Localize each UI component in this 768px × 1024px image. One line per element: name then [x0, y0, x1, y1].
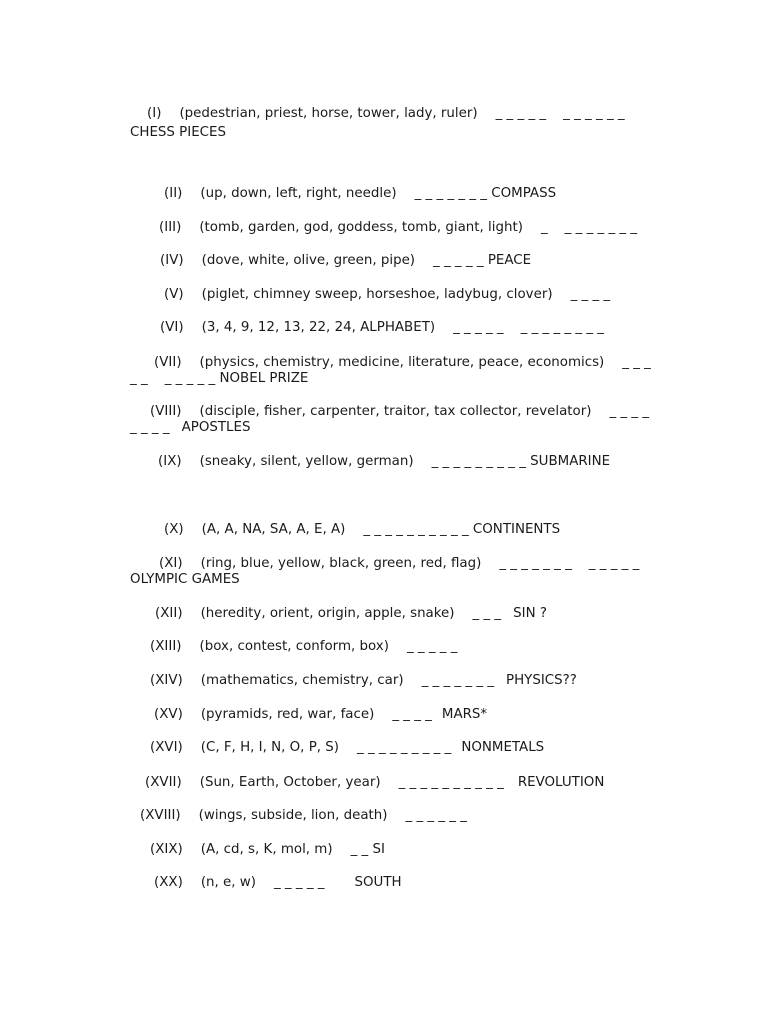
riddle-answer-line-1	[113, 109, 226, 157]
answer-blank: _ _ _ _ _	[273, 875, 325, 890]
answer-blank-continued: _ _ _ _	[130, 420, 170, 435]
riddle-clue: (wings, subside, lion, death)	[198, 808, 388, 823]
riddle-answer: CONTINENTS	[472, 522, 561, 537]
answer-blank: _ _ _ _ _ _ _ _ _ _ _ _	[499, 556, 640, 571]
answer-blank: _ _ _ _ _ _ _	[414, 186, 487, 201]
riddle-answer: REVOLUTION	[517, 775, 605, 790]
riddle-clue: (physics, chemistry, medicine, literature, peace, economics)	[199, 355, 605, 370]
riddle-clue: (A, A, NA, SA, A, E, A)	[201, 522, 346, 537]
riddle-number: (VI)	[160, 320, 184, 335]
riddle-answer: SIN ?	[513, 606, 547, 621]
riddle-number: (XIV)	[150, 673, 183, 688]
answer-blank: _ _ _ _ _ _ _ _ _	[357, 740, 452, 755]
riddle-answer: NOBEL PRIZE	[219, 371, 309, 386]
riddle-number: (XII)	[155, 606, 183, 621]
riddle-number: (I)	[147, 106, 162, 121]
riddle-number: (II)	[164, 186, 183, 201]
riddle-answer: SUBMARINE	[530, 454, 611, 469]
riddle-clue: (n, e, w)	[200, 875, 256, 890]
answer-blank: _ _ _ _ _ _ _ _	[540, 220, 638, 235]
answer-blank: _ _ _ _ _ _ _ _ _ _	[398, 775, 504, 790]
riddle-number: (IX)	[158, 454, 182, 469]
riddle-number: (XX)	[154, 875, 183, 890]
riddle-number: (IV)	[160, 253, 184, 268]
answer-blank: _ _ _ _ _ _ _ _ _ _ _	[495, 106, 625, 121]
riddle-clue: (disciple, fisher, carpenter, traitor, tax collector, revelator)	[199, 404, 592, 419]
riddle-clue: (tomb, garden, god, goddess, tomb, giant, light)	[199, 220, 523, 235]
riddle-line-9	[141, 438, 610, 486]
riddle-number: (VII)	[154, 355, 182, 370]
riddle-number: (XV)	[154, 707, 183, 722]
answer-blank: _ _ _ _	[392, 707, 432, 722]
answer-blank-continued: _ _ _ _ _ _ _	[130, 371, 216, 386]
answer-blank: _ _ _ _	[609, 404, 650, 419]
riddle-clue: (dove, white, olive, green, pipe)	[201, 253, 416, 268]
riddle-number: (XVI)	[150, 740, 183, 755]
riddle-clue: (up, down, left, right, needle)	[200, 186, 397, 201]
answer-blank: _ _	[350, 842, 369, 857]
riddle-number: (III)	[159, 220, 182, 235]
answer-blank: _ _ _ _ _ _ _	[421, 673, 495, 688]
riddle-number: (XIX)	[150, 842, 183, 857]
riddle-clue: (sneaky, silent, yellow, german)	[199, 454, 414, 469]
riddle-clue: (ring, blue, yellow, black, green, red, flag)	[200, 556, 482, 571]
riddle-clue: (pyramids, red, war, face)	[200, 707, 375, 722]
riddle-clue: (heredity, orient, origin, apple, snake)	[200, 606, 455, 621]
answer-blank: _ _ _ _ _ _	[405, 808, 467, 823]
riddle-clue: (Sun, Earth, October, year)	[199, 775, 381, 790]
riddle-answer: PEACE	[487, 253, 532, 268]
riddle-answer: MARS*	[441, 707, 488, 722]
riddle-number: (X)	[164, 522, 184, 537]
answer-blank: _ _ _ _ _	[406, 639, 458, 654]
answer-blank: _ _ _	[622, 355, 651, 370]
answer-blank: _ _ _ _ _ _ _ _ _	[431, 454, 526, 469]
answer-blank: _ _ _ _ _ _ _ _ _ _	[363, 522, 469, 537]
answer-blank: _ _ _ _	[570, 287, 611, 302]
riddle-answer: OLYMPIC GAMES	[130, 572, 240, 587]
riddle-number: (XVII)	[145, 775, 182, 790]
riddle-number: (V)	[164, 287, 184, 302]
riddle-clue: (3, 4, 9, 12, 13, 22, 24, ALPHABET)	[201, 320, 436, 335]
riddle-answer: PHYSICS??	[506, 673, 577, 688]
riddle-answer: SOUTH	[354, 875, 402, 890]
answer-blank: _ _ _	[472, 606, 502, 621]
riddle-number: (XI)	[159, 556, 183, 571]
riddle-answer: NONMETALS	[461, 740, 545, 755]
riddle-line-20	[137, 859, 402, 907]
answer-blank: _ _ _ _ _ _ _ _ _ _ _ _ _	[453, 320, 604, 335]
riddle-answer: COMPASS	[491, 186, 557, 201]
riddle-number: (XVIII)	[140, 808, 181, 823]
riddle-clue: (piglet, chimney sweep, horseshoe, ladybug, clover)	[201, 287, 553, 302]
riddle-clue: (C, F, H, I, N, O, P, S)	[200, 740, 340, 755]
riddle-clue: (mathematics, chemistry, car)	[200, 673, 404, 688]
riddle-clue: (A, cd, s, K, mol, m)	[200, 842, 333, 857]
riddle-number: (XIII)	[150, 639, 182, 654]
riddle-clue: (pedestrian, priest, horse, tower, lady, ruler)	[179, 106, 478, 121]
riddle-number: (VIII)	[150, 404, 182, 419]
answer-blank: _ _ _ _ _	[433, 253, 484, 268]
riddle-answer: CHESS PIECES	[130, 125, 226, 140]
riddle-clue: (box, contest, conform, box)	[199, 639, 389, 654]
riddle-answer: APOSTLES	[181, 420, 251, 435]
riddle-answer: SI	[372, 842, 385, 857]
